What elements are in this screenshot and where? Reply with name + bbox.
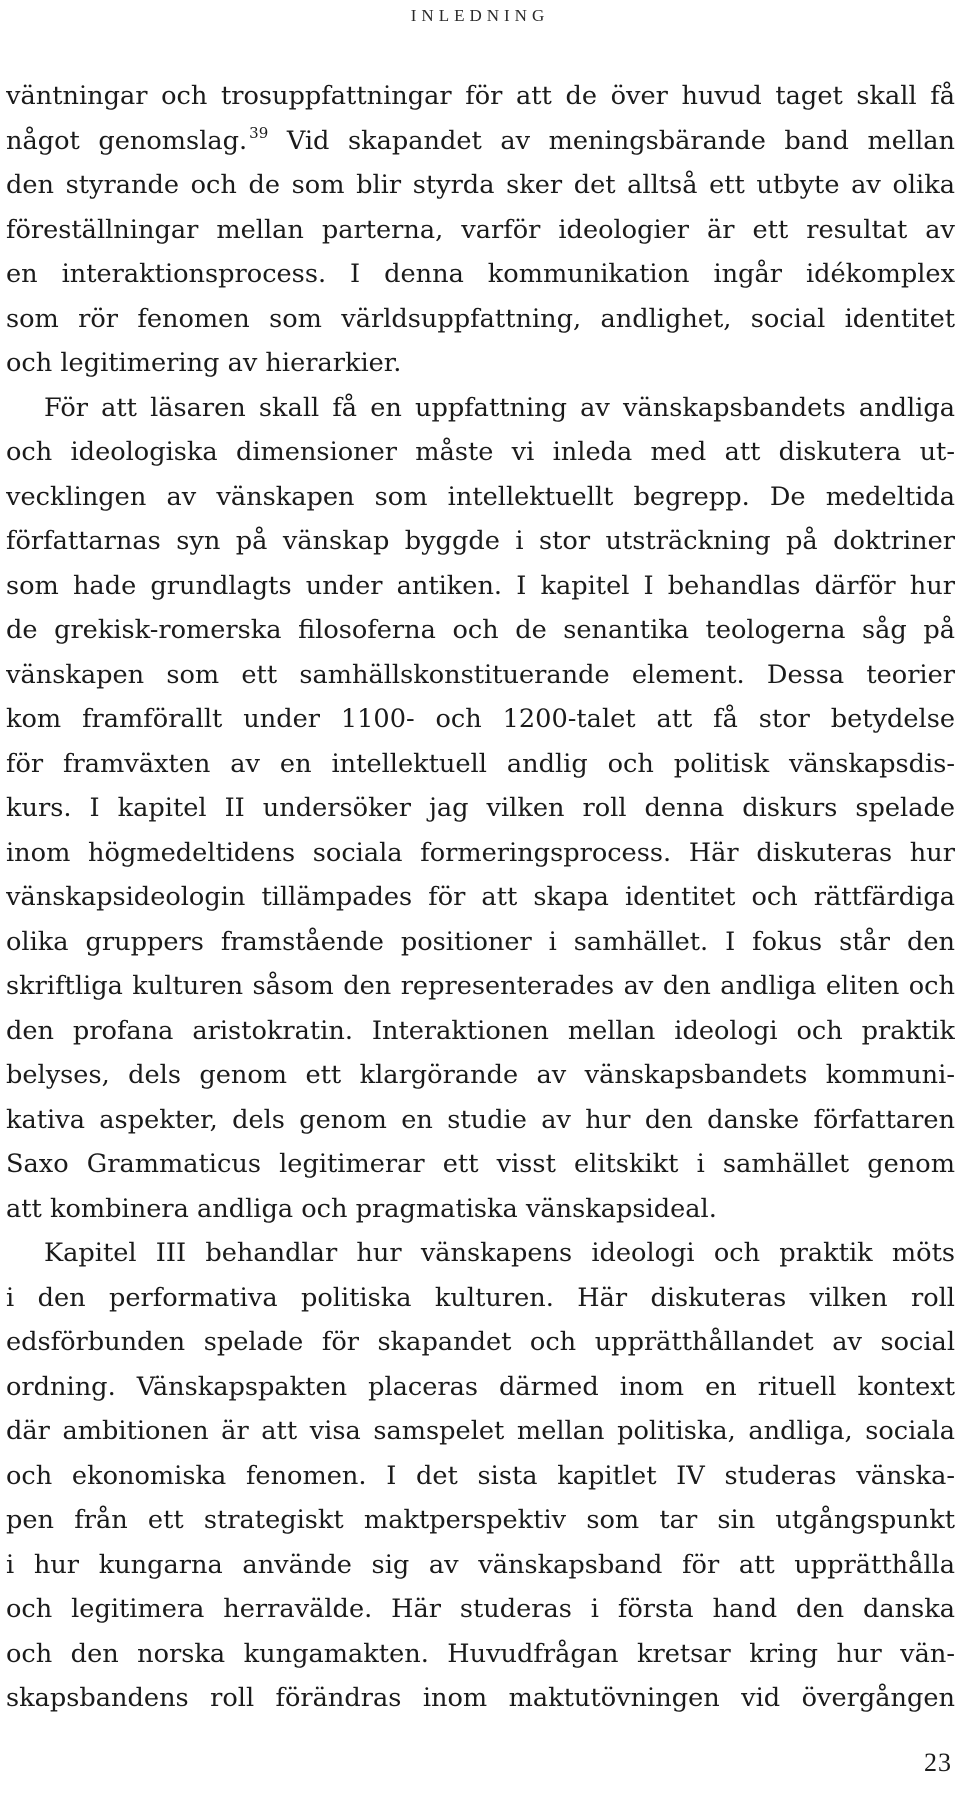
text-line: Kapitel III behandlar hur vänskapens ideologi och praktik möts [44, 1238, 955, 1268]
text-line: att kombinera andliga och pragmatiska vänskapsideal. [6, 1193, 717, 1224]
page-number: 23 [924, 1748, 952, 1777]
text-line: Saxo Grammaticus legitimerar ett visst elitskikt i samhället genom [6, 1149, 955, 1179]
text-run: något genomslag. [6, 125, 248, 156]
text-line: olika gruppers framstående positioner i samhället. I fokus står den [6, 926, 955, 957]
text-line: kurs. I kapitel II undersöker jag vilken roll denna diskurs spelade [6, 793, 955, 823]
text-line: föreställningar mellan parterna, varför ideologier är ett resultat av [6, 214, 955, 245]
text-line: de grekisk-romerska filosoferna och de senantika teologerna såg på [6, 615, 955, 645]
text-line: i den performativa politiska kulturen. Här diskuteras vilken roll [6, 1282, 955, 1313]
text-line: vänskapsideologin tillämpades för att skapa identitet och rättfärdiga [6, 882, 955, 912]
text-line: inom högmedeltidens sociala formeringsprocess. Här diskuteras hur [6, 837, 955, 868]
text-line: för framväxten av en intellektuell andlig och politisk vänskapsdis- [6, 748, 955, 779]
text-line: den profana aristokratin. Interaktionen mellan ideologi och praktik [6, 1015, 955, 1046]
text-line: där ambitionen är att visa samspelet mellan politiska, andliga, sociala [6, 1416, 955, 1446]
text-line: vecklingen av vänskapen som intellektuellt begrepp. De medeltida [6, 481, 955, 512]
text-line: som hade grundlagts under antiken. I kapitel I behandlas därför hur [6, 570, 955, 601]
text-line: kativa aspekter, dels genom en studie av hur den danske författaren [6, 1104, 955, 1135]
text-line: skriftliga kulturen såsom den representerades av den andliga eliten och [6, 971, 955, 1001]
text-run: Vid skapandet av meningsbärande band mellan [268, 125, 955, 156]
footnote-reference[interactable]: 39 [249, 123, 269, 142]
text-line: och legitimering av hierarkier. [6, 348, 402, 378]
text-line: belyses, dels genom ett klargörande av vänskapsbandets kommuni- [6, 1060, 955, 1090]
text-line: kom framförallt under 1100- och 1200-talet att få stor betydelse [6, 704, 955, 734]
text-line: författarnas syn på vänskap byggde i stor utsträckning på doktriner [6, 526, 955, 556]
running-head: INLEDNING [410, 6, 550, 25]
text-line: och ideologiska dimensioner måste vi inleda med att diskutera ut- [6, 437, 955, 467]
text-line: pen från ett strategiskt maktperspektiv som tar sin utgångspunkt [6, 1505, 955, 1535]
text-line: väntningar och trosuppfattningar för att de över huvud taget skall få [6, 81, 955, 111]
text-line: och den norska kungamakten. Huvudfrågan kretsar kring hur vän- [6, 1638, 955, 1669]
text-line: i hur kungarna använde sig av vänskapsband för att upprätthålla [6, 1549, 955, 1580]
text-line: och legitimera herravälde. Här studeras i första hand den danska [6, 1594, 955, 1624]
text-line: skapsbandens roll förändras inom maktutövningen vid övergången [6, 1683, 955, 1713]
text-line: edsförbunden spelade för skapandet och upprätthållandet av social [6, 1327, 955, 1357]
text-line: ordning. Vänskapspakten placeras därmed inom en rituell kontext [6, 1371, 955, 1402]
text-line [6, 119, 955, 164]
text-line: den styrande och de som blir styrda sker det alltså ett utbyte av olika [6, 170, 955, 200]
text-line: en interaktionsprocess. I denna kommunikation ingår idékomplex [6, 259, 955, 289]
text-line: För att läsaren skall få en uppfattning av vänskapsbandets andliga [44, 392, 955, 423]
text-line: vänskapen som ett samhällskonstituerande element. Dessa teorier [6, 659, 955, 690]
text-line: och ekonomiska fenomen. I det sista kapitlet IV studeras vänska- [6, 1460, 955, 1491]
body-text [6, 74, 955, 1721]
text-line: som rör fenomen som världsuppfattning, andlighet, social identitet [6, 303, 955, 334]
